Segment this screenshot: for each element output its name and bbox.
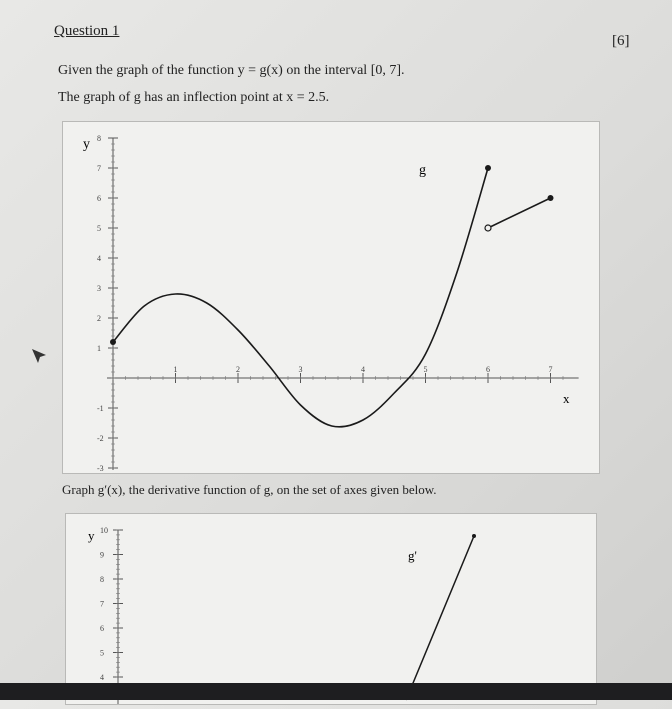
g-curve-line: [113, 168, 488, 427]
y-tick-label: 4: [97, 254, 101, 263]
x-tick-label: 2: [236, 365, 240, 374]
question-marks: [6]: [612, 33, 630, 49]
y-tick-label-2: 7: [100, 599, 104, 609]
x-tick-label: 6: [486, 365, 490, 374]
instruction-text: Graph g′(x), the derivative function of g, on the set of axes given below.: [62, 482, 437, 497]
y-tick-label: 6: [97, 194, 101, 203]
x-axis-label: x: [563, 391, 570, 406]
y-axis-label: y: [83, 137, 90, 152]
y-tick-label: -2: [97, 434, 104, 443]
g-end-point-closed: [485, 165, 491, 171]
x-tick-label: 1: [173, 365, 178, 374]
y-tick-label-2: 4: [100, 673, 104, 682]
y-tick-label: -3: [97, 464, 104, 473]
question-title: Question 1: [54, 23, 120, 39]
question-text-line-1: Given the graph of the function y = g(x) on the interval [0, 7].: [58, 63, 405, 78]
x-tick-label: 5: [423, 365, 428, 374]
y-tick-label-2: 8: [100, 575, 104, 584]
x-tick-label: 4: [361, 365, 365, 374]
y-tick-label: 7: [97, 164, 101, 173]
y-tick-label-2: 10: [100, 526, 108, 535]
y-tick-label-2: 6: [100, 624, 104, 633]
graph-derivative-panel: [65, 513, 597, 705]
curve-g-label: g: [419, 163, 426, 178]
bottom-bezel: [0, 683, 672, 700]
y-tick-label-2: 9: [100, 550, 104, 560]
y-tick-label: 5: [97, 224, 101, 233]
graph-g: [63, 122, 599, 473]
g-piece-2-end-point: [548, 195, 554, 201]
graph-g-panel: [62, 121, 600, 474]
y-tick-label: 2: [97, 314, 101, 323]
graph-g-prime: [66, 514, 596, 704]
y-axis-label-2: y: [88, 528, 95, 543]
y-tick-label-2: 5: [100, 648, 104, 658]
curve-gprime-label: g': [408, 548, 417, 563]
y-tick-label: 8: [97, 134, 101, 143]
g-open-point: [485, 225, 491, 231]
question-text-line-2: The graph of g has an inflection point at x = 2.5.: [58, 90, 330, 105]
y-tick-label: 3: [97, 284, 101, 293]
y-tick-label: 1: [97, 344, 101, 353]
g-start-point: [110, 339, 116, 345]
y-tick-label: -1: [97, 404, 104, 413]
x-tick-label: 3: [298, 365, 303, 374]
g-piece-2-line: [488, 198, 551, 228]
mouse-cursor-icon: [30, 347, 50, 367]
x-tick-label: 7: [548, 365, 553, 374]
gprime-end-point: [472, 534, 476, 538]
